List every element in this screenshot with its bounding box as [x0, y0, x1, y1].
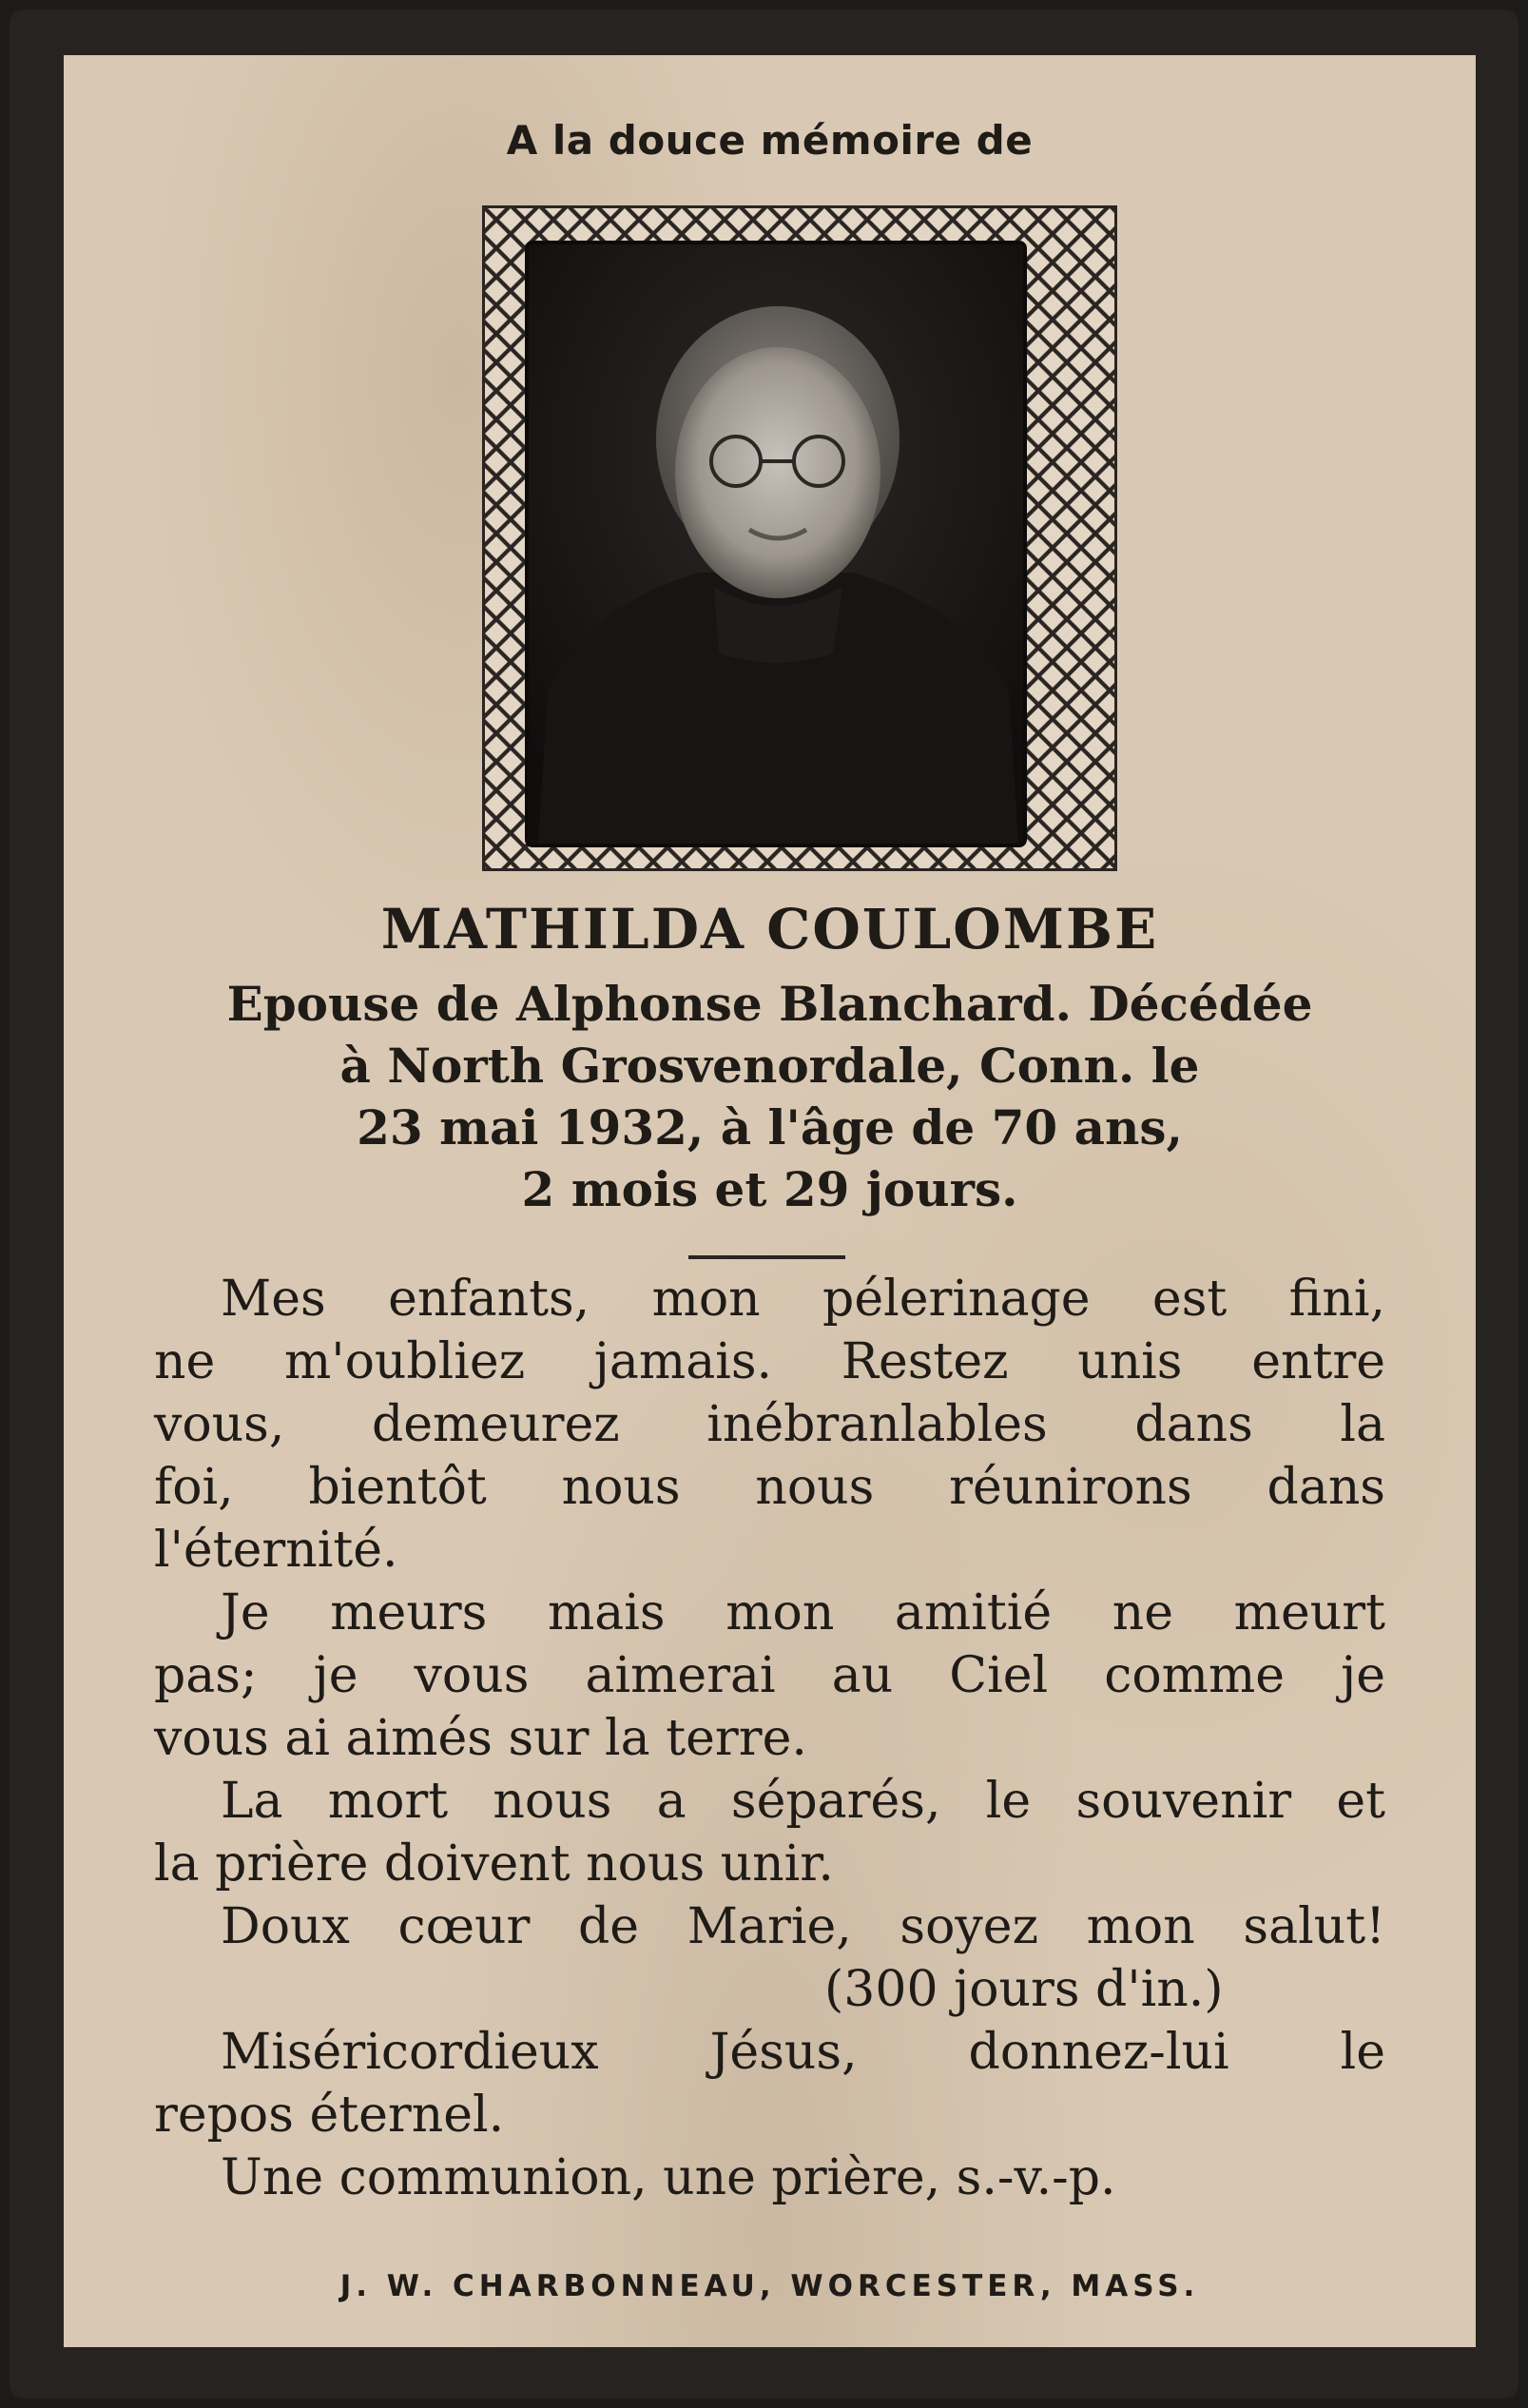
- deceased-name: MATHILDA COULOMBE: [380, 897, 1159, 961]
- printer-credit: J. W. CHARBONNEAU, WORCESTER, MASS.: [339, 2269, 1200, 2303]
- verse-line: l'éternité.: [154, 1522, 398, 1579]
- indulgence-note: (300 jours d'in.): [824, 1961, 1224, 2018]
- verse-line: Mes enfants, mon pélerinage est fini,: [221, 1271, 1385, 1328]
- verse-line: Doux cœur de Marie, soyez mon salut!: [221, 1898, 1385, 1955]
- detail-line: 2 mois et 29 jours.: [521, 1161, 1018, 1217]
- detail-line: Epouse de Alphonse Blanchard. Décédée: [226, 976, 1313, 1032]
- verse-line: la prière doivent nous unir.: [154, 1835, 834, 1893]
- verse-line: ne m'oubliez jamais. Restez unis entre: [154, 1333, 1385, 1390]
- memorial-card: [64, 55, 1476, 2347]
- verse-line: repos éternel.: [154, 2087, 505, 2144]
- portrait-photo: [525, 241, 1027, 847]
- verse-line: La mort nous a séparés, le souvenir et: [221, 1773, 1385, 1830]
- verse-line: Miséricordieux Jésus, donnez-lui le: [221, 2024, 1385, 2081]
- detail-line: 23 mai 1932, à l'âge de 70 ans,: [357, 1099, 1183, 1155]
- verse-line: pas; je vous aimerai au Ciel comme je: [154, 1647, 1385, 1704]
- portrait-image: [529, 244, 1023, 844]
- divider-rule: [688, 1255, 845, 1259]
- verse-line: foi, bientôt nous nous réunirons dans: [154, 1459, 1385, 1516]
- memorial-heading: A la douce mémoire de: [506, 117, 1034, 164]
- detail-line: à North Grosvenordale, Conn. le: [339, 1038, 1200, 1094]
- verse-line: Je meurs mais mon amitié ne meurt: [221, 1584, 1385, 1641]
- verse-line: vous ai aimés sur la terre.: [154, 1710, 807, 1767]
- verse-line: Une communion, une prière, s.-v.-p.: [221, 2149, 1116, 2206]
- verse-line: vous, demeurez inébranlables dans la: [154, 1396, 1385, 1453]
